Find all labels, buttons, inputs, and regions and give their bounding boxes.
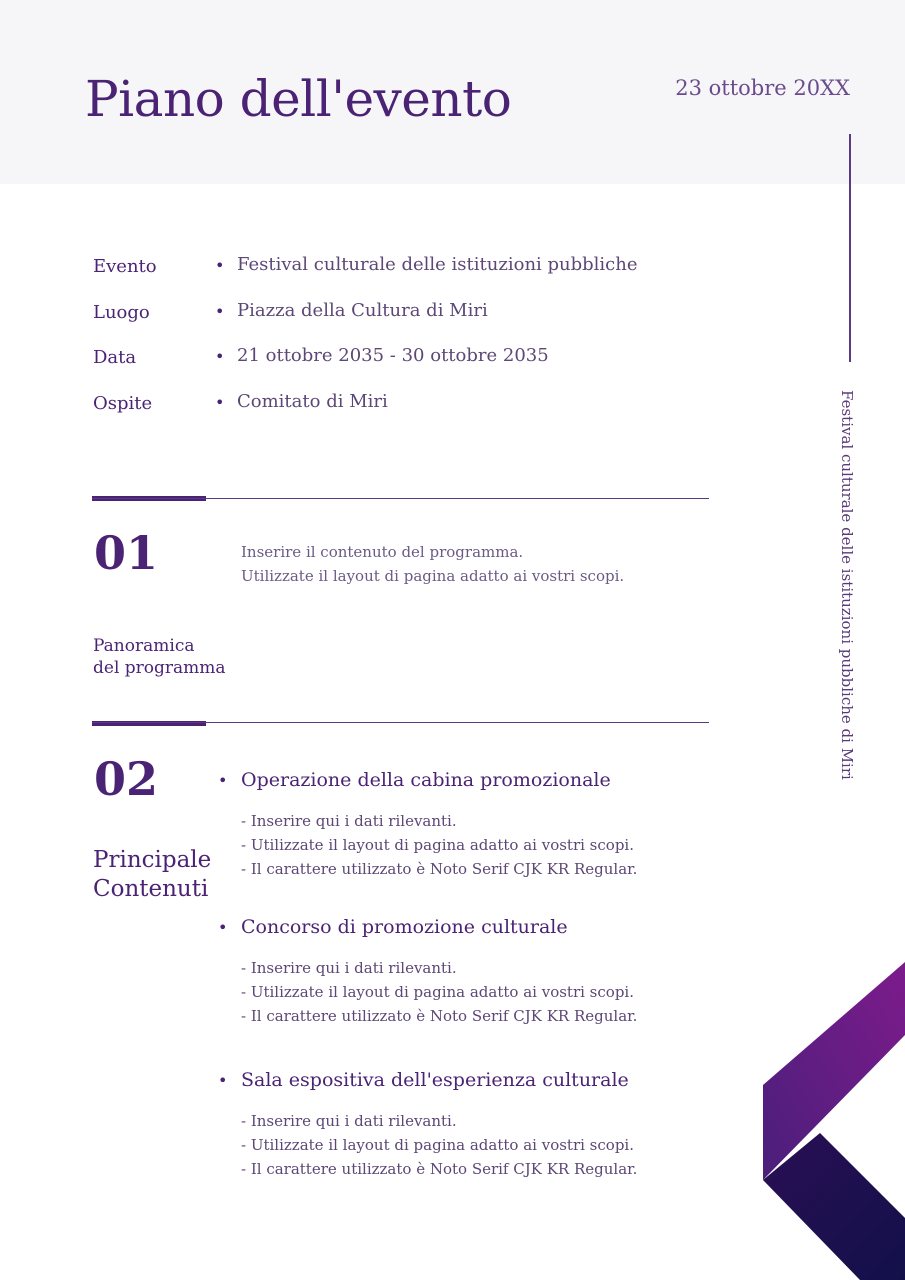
info-value: Piazza della Cultura di Miri (237, 300, 488, 321)
section-label-line: Principale (93, 847, 212, 873)
page-title: Piano dell'evento (85, 70, 512, 128)
item-detail-line: - Inserire qui i dati rilevanti. (241, 959, 457, 977)
header-date: 23 ottobre 20XX (675, 76, 850, 100)
bullet: • (218, 918, 228, 937)
item-detail-line: - Utilizzate il layout di pagina adatto ai vostri scopi. (241, 836, 634, 854)
section-number: 01 (94, 526, 159, 580)
info-value: Festival culturale delle istituzioni pubbliche (237, 254, 638, 275)
bullet: • (215, 256, 225, 275)
section-number: 02 (94, 752, 159, 806)
info-value: Comitato di Miri (237, 391, 388, 412)
info-label: Data (93, 347, 137, 368)
info-label: Luogo (93, 302, 150, 323)
item-title: Operazione della cabina promozionale (241, 769, 611, 791)
info-value: 21 ottobre 2035 - 30 ottobre 2035 (237, 345, 549, 366)
item-detail-line: - Inserire qui i dati rilevanti. (241, 812, 457, 830)
item-detail-line: - Inserire qui i dati rilevanti. (241, 1112, 457, 1130)
section-label-line: del programma (93, 658, 226, 678)
item-detail-line: - Il carattere utilizzato è Noto Serif CJK KR Regular. (241, 1160, 638, 1178)
section-label-line: Panoramica (93, 636, 195, 656)
item-title: Sala espositiva dell'esperienza culturale (241, 1069, 629, 1091)
bullet: • (218, 771, 228, 790)
item-detail-line: - Utilizzate il layout di pagina adatto ai vostri scopi. (241, 1136, 634, 1154)
item-detail-line: - Utilizzate il layout di pagina adatto ai vostri scopi. (241, 983, 634, 1001)
section-label-line: Contenuti (93, 876, 209, 902)
bullet: • (215, 302, 225, 321)
section-body-line: Utilizzate il layout di pagina adatto ai vostri scopi. (241, 567, 625, 585)
bullet: • (215, 347, 225, 366)
side-vertical-text: Festival culturale delle istituzioni pubbliche di Miri (838, 390, 856, 780)
info-label: Ospite (93, 393, 153, 414)
item-detail-line: - Il carattere utilizzato è Noto Serif CJK KR Regular. (241, 860, 638, 878)
item-detail-line: - Il carattere utilizzato è Noto Serif CJK KR Regular. (241, 1007, 638, 1025)
item-title: Concorso di promozione culturale (241, 916, 568, 938)
bullet: • (215, 393, 225, 412)
section-body-line: Inserire il contenuto del programma. (241, 543, 524, 561)
bullet: • (218, 1071, 228, 1090)
info-label: Evento (93, 256, 157, 277)
